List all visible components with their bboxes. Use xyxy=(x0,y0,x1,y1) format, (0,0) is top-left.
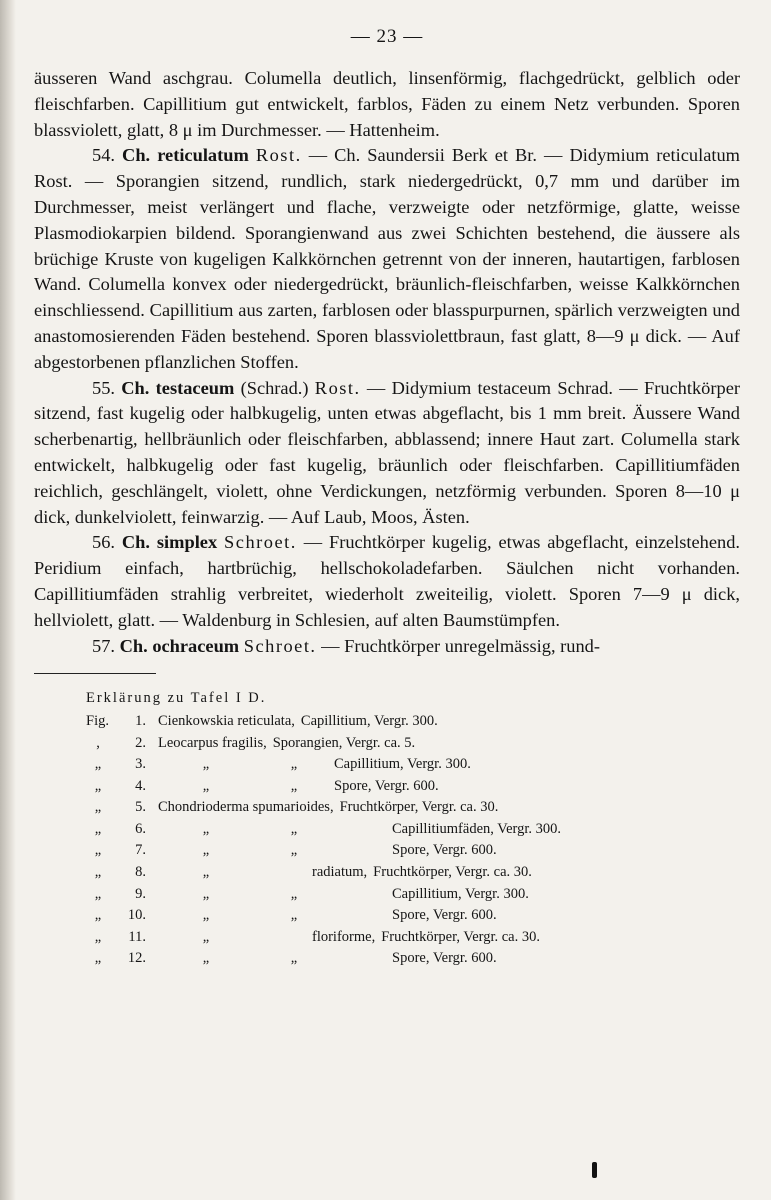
entry-text: — Ch. Saundersii Berk et Br. — Didymium reticulatum Rost. — Sporangien sitzend, rundlich, stark niedergedrückt, 0,7 mm und darüber im Durchmesser, meist verlängert und flache, verzweigte oder netzförmige, glatte, weisse Plasmodiokarpien bildend. Sporangienwand aus zwei Schichten bestehend, die äussere als brüchige Kruste von kugeligen Kalkkörnchen getrennt von der inneren, hautartigen, farblosen Wand. Columella konvex oder niedergedrückt, bräunlich-fleischfarben, weisse Kalkkörnchen einschliessend. Capillitium aus zarten, farblosen oder blasspurpurnen, spärlich verzweigten und anastomosierenden Fäden bestehend. Sporen blassviolettbraun, fast glatt, 8—9 μ dick. — Auf abgestorbenen pflanzlichen Stoffen. xyxy=(34,145,740,372)
entry-number: 57. xyxy=(92,635,115,656)
legend-figure-number: 4. xyxy=(135,777,146,794)
species-name: Ch. testaceum xyxy=(121,377,235,398)
legend-description: Fruchtkörper, Vergr. ca. 30. xyxy=(381,928,540,945)
legend-row xyxy=(86,862,740,884)
legend-description: Spore, Vergr. 600. xyxy=(334,777,439,794)
legend-prefix: Fig. xyxy=(86,712,109,729)
page-number: — 23 — xyxy=(350,26,424,47)
legend-description: Spore, Vergr. 600. xyxy=(392,907,497,924)
legend-description: Spore, Vergr. 600. xyxy=(392,950,497,967)
legend-prefix: „ xyxy=(94,950,102,967)
legend-genus: Leocarpus fragilis, xyxy=(158,734,267,751)
legend-description: Capillitium, Vergr. 300. xyxy=(300,712,438,729)
legend-row xyxy=(86,884,740,906)
legend-prefix: „ xyxy=(94,907,102,924)
legend-figure-number: 9. xyxy=(135,885,146,902)
legend-species: „ xyxy=(290,950,298,967)
entry-text: — Fruchtkörper kugelig, etwas abgeflacht, einzelstehend. Peridium einfach, hartbrüchig, hellschokoladefarben. Säulchen nicht vorhanden. Capillitiumfäden strahlig verbreitet, wiederholt zweiteilig, violett. Sporen 7—9 μ dick, hellviolett, glatt. — Waldenburg in Schlesien, auf alten Baumstümpfen. xyxy=(34,532,740,630)
species-author: Rost. xyxy=(255,145,302,166)
legend-genus: „ xyxy=(202,950,210,967)
legend-title: Erklärung zu Tafel I D. xyxy=(86,690,267,707)
species-name: Ch. ochraceum xyxy=(119,635,240,656)
legend-species: floriforme, xyxy=(312,928,376,945)
legend-species: radiatum, xyxy=(312,864,368,881)
legend-prefix: „ xyxy=(94,799,102,816)
legend-prefix: „ xyxy=(94,756,102,773)
footnote-divider xyxy=(34,673,156,674)
legend-genus: „ xyxy=(202,777,210,794)
entry-text: — Fruchtkörper unregelmässig, rund- xyxy=(316,635,600,656)
page xyxy=(34,0,740,970)
legend-description: Capillitium, Vergr. 300. xyxy=(392,885,529,902)
legend-row xyxy=(86,840,740,862)
legend-row xyxy=(86,776,740,798)
entry-number: 55. xyxy=(92,377,115,398)
legend-genus: „ xyxy=(202,842,210,859)
legend-description: Sporangien, Vergr. ca. 5. xyxy=(272,734,416,751)
species-name: Ch. simplex xyxy=(121,532,218,553)
legend-figure-number: 7. xyxy=(135,842,146,859)
legend-row xyxy=(86,905,740,927)
legend-prefix: „ xyxy=(94,928,102,945)
legend-species: „ xyxy=(290,777,298,794)
legend-figure-number: 10. xyxy=(127,907,146,924)
entry-57 xyxy=(34,634,740,660)
legend-genus: „ xyxy=(202,907,210,924)
entry-number: 56. xyxy=(92,532,115,553)
legend-figure-number: 8. xyxy=(135,864,146,881)
ink-mark xyxy=(592,1162,597,1178)
legend-prefix: „ xyxy=(94,864,102,881)
legend-genus: „ xyxy=(202,756,210,773)
legend-row xyxy=(86,927,740,949)
legend-row xyxy=(86,754,740,776)
entry-55 xyxy=(34,376,740,531)
legend-row xyxy=(86,819,740,841)
species-author: Schroet. xyxy=(224,532,297,553)
legend-figure-number: 2. xyxy=(135,734,146,751)
legend-prefix: , xyxy=(96,734,100,751)
legend-figure-number: 11. xyxy=(128,928,146,945)
legend-row xyxy=(86,948,740,970)
paragraph-continuation: äusseren Wand aschgrau. Columella deutlich, linsenförmig, flachgedrückt, gelblich oder fleischfarben. Capillitium gut entwickelt, farblos, Fäden zu einem Netz verbunden. Sporen blassviolett, glatt, 8 μ im Durchmesser. — Hattenheim. xyxy=(34,68,740,140)
species-author: Rost. xyxy=(314,377,361,398)
legend-species: „ xyxy=(290,756,298,773)
legend-species: „ xyxy=(290,907,298,924)
species-name: Ch. reticulatum xyxy=(122,145,249,166)
legend-genus: „ xyxy=(202,885,210,902)
legend-genus: „ xyxy=(202,864,210,881)
legend-prefix: „ xyxy=(94,842,102,859)
entry-56 xyxy=(34,530,740,633)
legend-genus: Chondrioderma spumarioides, xyxy=(158,799,334,816)
legend-species: „ xyxy=(290,885,298,902)
plate-legend xyxy=(86,688,740,970)
species-author: Schroet. xyxy=(243,635,317,656)
legend-row xyxy=(86,711,740,733)
legend-genus: „ xyxy=(202,820,210,837)
legend-genus: „ xyxy=(202,928,210,945)
legend-prefix: „ xyxy=(94,885,102,902)
legend-prefix: „ xyxy=(94,820,102,837)
legend-description: Capillitium, Vergr. 300. xyxy=(334,756,471,773)
legend-description: Fruchtkörper, Vergr. ca. 30. xyxy=(339,799,499,816)
page-edge xyxy=(0,0,16,1200)
legend-figure-number: 3. xyxy=(135,756,146,773)
entry-54 xyxy=(34,143,740,375)
legend-rows xyxy=(86,711,740,970)
legend-row xyxy=(86,733,740,755)
legend-description: Spore, Vergr. 600. xyxy=(392,842,497,859)
legend-row xyxy=(86,797,740,819)
legend-figure-number: 5. xyxy=(135,799,146,816)
entry-text: — Didymium testaceum Schrad. — Fruchtkörper sitzend, fast kugelig oder halbkugelig, unten etwas abgeflacht, bis 1 mm breit. Äussere Wand scherbenartig, hellbräunlich oder fleischfarben, abblassend; innere Haut zart. Columella stark entwickelt, halbkugelig oder fast kugelig, bräunlich oder fleischfarben. Capillitiumfäden reichlich, geschlängelt, violett, ohne Verdickungen, netzförmig verbunden. Sporen 8—10 μ dick, dunkelviolett, feinwarzig. — Auf Laub, Moos, Ästen. xyxy=(34,377,740,527)
legend-genus: Cienkowskia reticulata, xyxy=(158,712,295,729)
legend-figure-number: 12. xyxy=(127,950,146,967)
legend-species: „ xyxy=(290,842,298,859)
legend-species: „ xyxy=(290,820,298,837)
entry-number: 54. xyxy=(92,145,115,166)
legend-figure-number: 6. xyxy=(135,820,146,837)
legend-description: Fruchtkörper, Vergr. ca. 30. xyxy=(373,864,532,881)
legend-description: Capillitiumfäden, Vergr. 300. xyxy=(392,820,562,837)
legend-prefix: „ xyxy=(94,777,102,794)
species-parenthetical: (Schrad.) xyxy=(234,377,315,398)
legend-figure-number: 1. xyxy=(135,712,146,729)
body-text xyxy=(34,66,740,659)
